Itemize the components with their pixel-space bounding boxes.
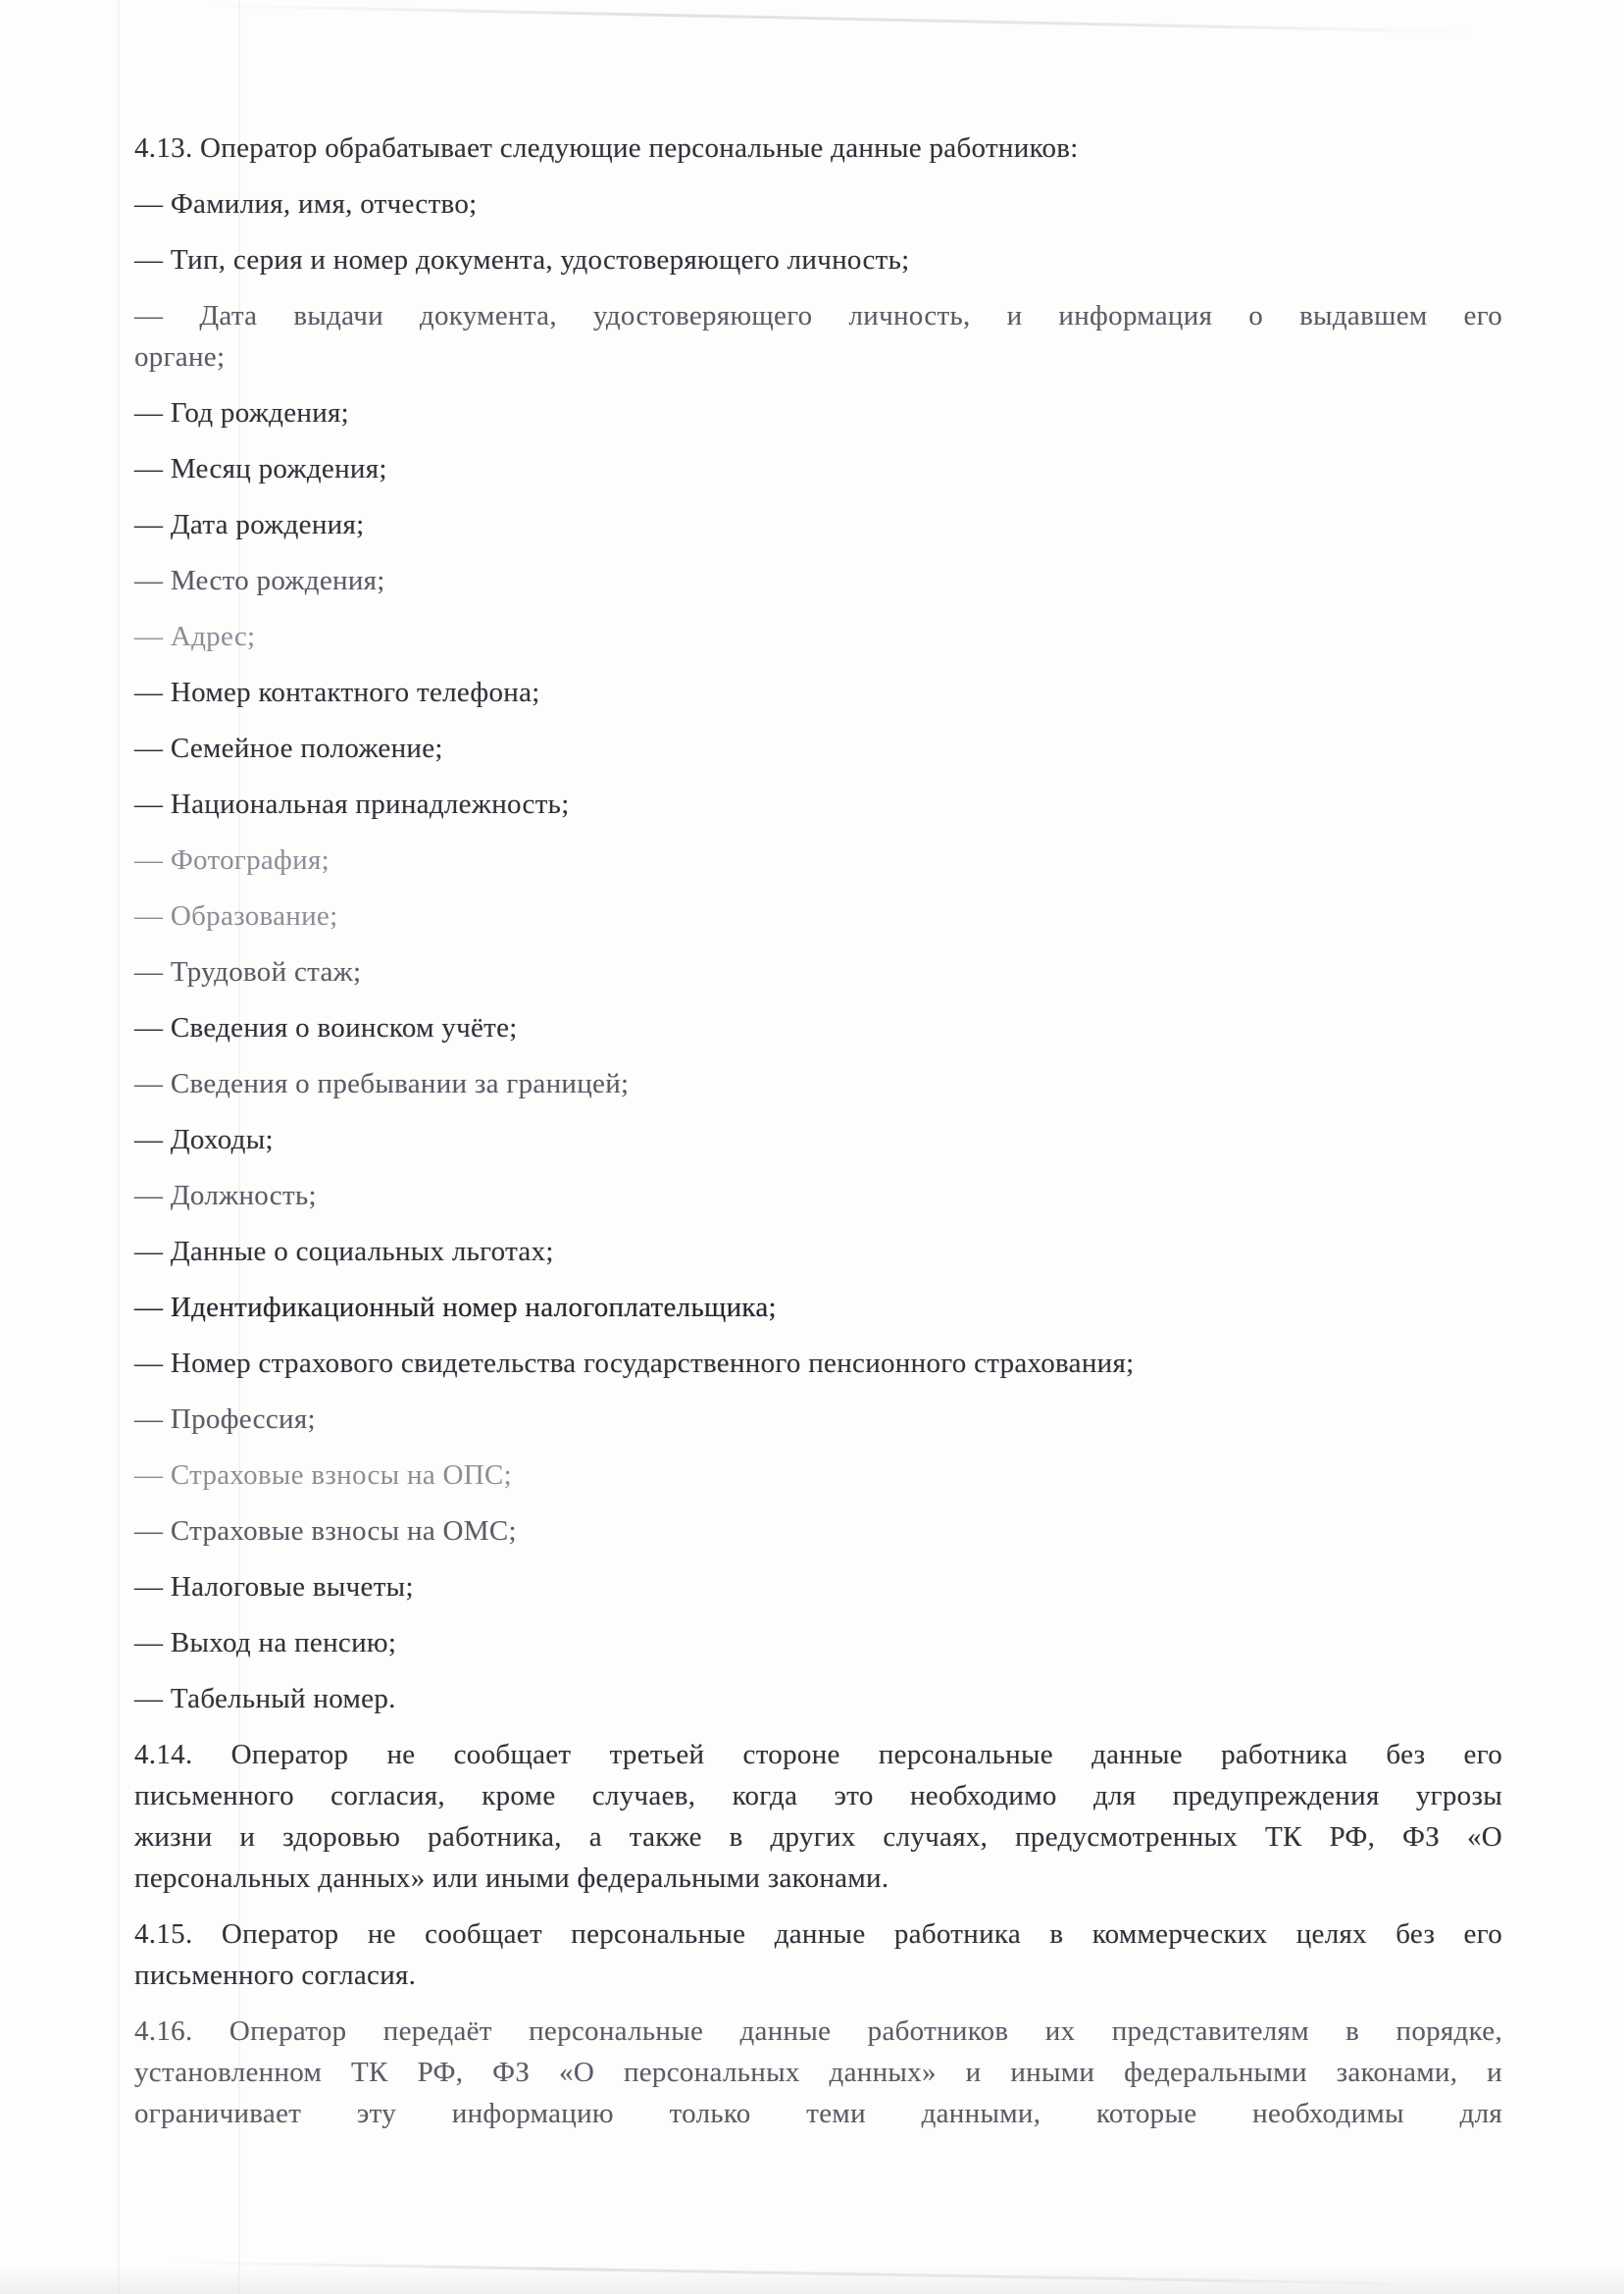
paragraph-line: ограничивает эту информацию только теми данными, которые необходимы для [134, 2098, 1502, 2129]
list-item-line: органе; [134, 341, 226, 373]
section-4-13-heading: 4.13. Оператор обрабатывает следующие персональные данные работников: [134, 132, 1079, 164]
list-item: — Доходы; [134, 1124, 274, 1155]
list-item: — Сведения о воинском учёте; [134, 1012, 518, 1044]
page-content [134, 127, 1502, 2149]
paragraph-line: письменного согласия. [134, 1960, 417, 1991]
list-item: — Табельный номер. [134, 1683, 396, 1714]
list-item: — Национальная принадлежность; [134, 789, 570, 820]
paragraph-4-15 [134, 1913, 1502, 1996]
list-item: — Профессия; [134, 1403, 316, 1435]
list-item: — Страховые взносы на ОПС; [134, 1459, 513, 1491]
list-item: — Семейное положение; [134, 733, 443, 764]
list-item-line: — Дата выдачи документа, удостоверяющего личность, и информация о выдавшем его [134, 300, 1502, 331]
scan-streak-top [201, 4, 1476, 33]
list-item: — Номер страхового свидетельства государственного пенсионного страхования; [134, 1348, 1135, 1379]
paragraph-line: персональных данных» или иными федеральными законами. [134, 1862, 889, 1894]
list-item: — Тип, серия и номер документа, удостоверяющего личность; [134, 244, 910, 276]
list-item: — Данные о социальных льготах; [134, 1236, 554, 1267]
list-item: — Выход на пенсию; [134, 1627, 397, 1658]
list-item: — Адрес; [134, 621, 256, 652]
paragraph-line: 4.16. Оператор передаёт персональные данные работников их представителям в порядке, [134, 2015, 1502, 2047]
list-item: — Номер контактного телефона; [134, 677, 540, 708]
paragraph-line: установленном ТК РФ, ФЗ «О персональных данных» и иными федеральными законами, и [134, 2057, 1502, 2088]
list-item: — Год рождения; [134, 397, 350, 429]
list-item: — Месяц рождения; [134, 453, 387, 484]
list-item: — Фотография; [134, 844, 330, 876]
personal-data-list [134, 183, 1502, 1719]
list-item: — Идентификационный номер налогоплательщика; [134, 1292, 777, 1323]
paragraph-4-16 [134, 2011, 1502, 2134]
scan-shadow-bottom [0, 2267, 1624, 2294]
paragraph-line: жизни и здоровью работника, а также в других случаях, предусмотренных ТК РФ, ФЗ «О [134, 1821, 1502, 1853]
list-item: — Страховые взносы на ОМС; [134, 1515, 517, 1547]
scan-fold-line [118, 0, 120, 2294]
list-item: — Фамилия, имя, отчество; [134, 188, 478, 220]
paragraph-line: 4.15. Оператор не сообщает персональные данные работника в коммерческих целях без его [134, 1918, 1502, 1950]
paragraph-4-14 [134, 1734, 1502, 1899]
list-item: — Сведения о пребывании за границей; [134, 1068, 630, 1099]
list-item: — Должность; [134, 1180, 317, 1211]
paragraph-line: письменного согласия, кроме случаев, когда это необходимо для предупреждения угрозы [134, 1780, 1502, 1811]
list-item: — Трудовой стаж; [134, 956, 362, 988]
list-item: — Место рождения; [134, 565, 385, 596]
list-item: — Налоговые вычеты; [134, 1571, 414, 1603]
list-item: — Образование; [134, 900, 338, 932]
list-item: — Дата рождения; [134, 509, 365, 540]
list-item [134, 295, 1502, 378]
paragraph-line: 4.14. Оператор не сообщает третьей стороне персональные данные работника без его [134, 1739, 1502, 1770]
